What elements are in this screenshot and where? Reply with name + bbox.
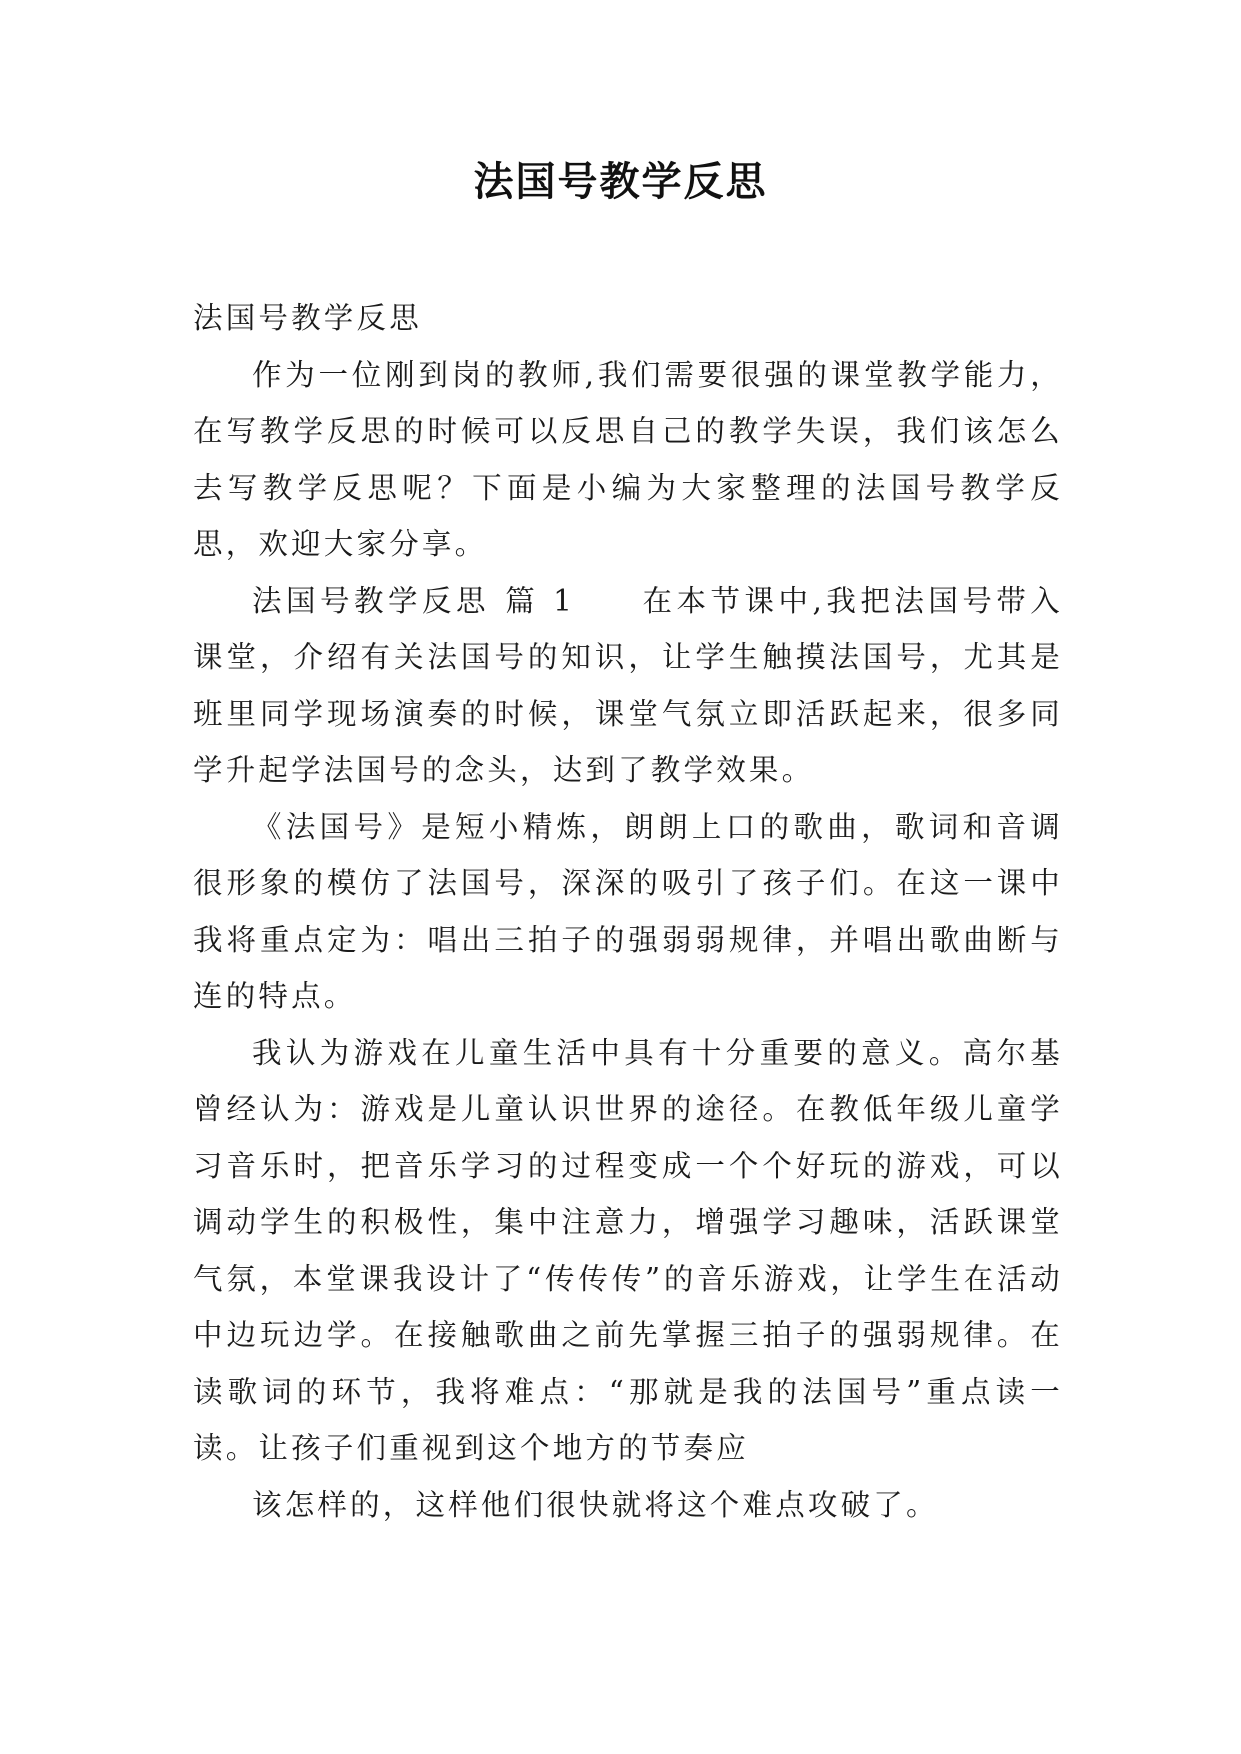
body-paragraph-2: 我认为游戏在儿童生活中具有十分重要的意义。高尔基曾经认为：游戏是儿童认识世界的途径。在教低年级儿童学习音乐时，把音乐学习的过程变成一个个好玩的游戏，可以调动学生的积极性，集中注意力，增强学习趣味，活跃课堂气氛，本堂课我设计了“传传传”的音乐游戏，让学生在活动中边玩边学。在接触歌曲之前先掌握三拍子的强弱规律。在读歌词的环节，我将难点：“那就是我的法国号”重点读一读。让孩子们重视到这个地方的节奏应 bbox=[193, 1035, 1063, 1465]
document-title: 法国号教学反思 bbox=[473, 158, 768, 205]
section-paragraph bbox=[193, 573, 1063, 799]
section-heading: 法国号教学反思 bbox=[252, 583, 490, 618]
document-subtitle: 法国号教学反思 bbox=[193, 301, 422, 335]
body-paragraph-1: 《法国号》是短小精炼，朗朗上口的歌曲，歌词和音调很形象的模仿了法国号，深深的吸引了孩子们。在这一课中我将重点定为：唱出三拍子的强弱弱规律，并唱出歌曲断与连的特点。 bbox=[193, 809, 1063, 1013]
section-label: 篇 1 bbox=[504, 583, 576, 618]
intro-paragraph: 作为一位刚到岗的教师,我们需要很强的课堂教学能力，在写教学反思的时候可以反思自己的教学失误，我们该怎么去写教学反思呢？下面是小编为大家整理的法国号教学反思，欢迎大家分享。 bbox=[193, 357, 1063, 561]
document-body bbox=[193, 290, 1063, 1533]
body-paragraph-3: 该怎样的，这样他们很快就将这个难点攻破了。 bbox=[252, 1487, 939, 1522]
section-text: 在本节课中,我把法国号带入课堂，介绍有关法国号的知识，让学生触摸法国号，尤其是班里同学现场演奏的时候，课堂气氛立即活跃起来，很多同学升起学法国号的念头，达到了教学效果。 bbox=[193, 583, 1064, 787]
